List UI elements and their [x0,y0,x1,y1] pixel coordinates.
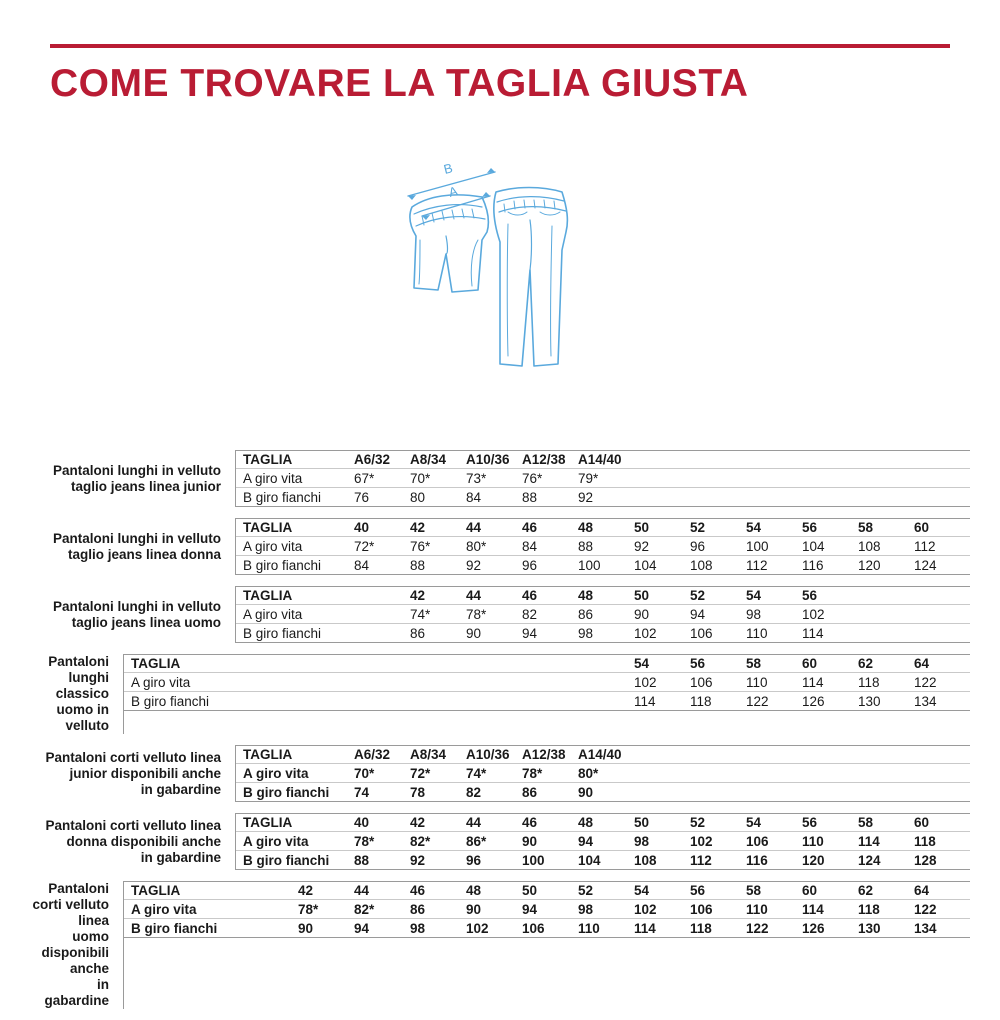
table-cell: 118 [914,833,936,849]
table-cell: 44 [354,883,370,898]
block-label [30,813,235,870]
block-label [30,450,235,507]
table-cell: 60 [914,520,930,535]
row-label: TAGLIA [243,452,293,467]
table-cell: 90 [522,833,538,849]
row-label: A giro vita [243,606,303,622]
table-cell: 100 [578,557,601,573]
table-cell: 114 [634,920,656,936]
row-label: A giro vita [243,470,303,486]
table-cell: 110 [746,674,768,690]
size-block [30,586,970,643]
table-row [236,586,970,605]
table-cell: A10/36 [466,747,510,762]
block-table [235,518,970,575]
table-cell: 84 [354,557,370,573]
table-cell: 56 [690,883,706,898]
table-cell: 90 [578,784,594,800]
table-cell: 120 [802,852,825,868]
table-row [236,783,970,802]
top-divider [50,44,950,48]
table-cell: 44 [466,815,482,830]
size-block [30,745,970,802]
table-cell: 102 [690,833,713,849]
row-label: A giro vita [131,901,197,917]
table-cell: 70* [354,765,375,781]
table-row [124,919,970,938]
table-cell: 94 [578,833,594,849]
table-cell: A6/32 [354,747,391,762]
table-cell: 102 [466,920,489,936]
table-cell: 54 [746,520,762,535]
table-cell: 90 [298,920,314,936]
table-cell: 116 [746,852,768,868]
table-cell: 100 [746,538,769,554]
table-cell: 58 [858,815,874,830]
table-cell: 98 [634,833,650,849]
table-cell: 78* [522,765,543,781]
table-cell: 60 [802,656,818,671]
table-row [124,673,970,692]
table-cell: 124 [858,852,881,868]
block-table [235,813,970,870]
table-cell: 80* [466,538,487,554]
row-label: TAGLIA [243,520,293,535]
table-cell: A14/40 [578,747,622,762]
table-cell: 122 [914,901,937,917]
row-label: B giro fianchi [243,489,322,505]
table-cell: 52 [690,815,706,830]
table-cell: 86 [578,606,594,622]
table-row [236,537,970,556]
table-cell: 88 [578,538,594,554]
table-cell: 50 [634,520,650,535]
size-tables [30,450,970,1020]
table-cell: 104 [802,538,825,554]
table-cell: 50 [634,815,650,830]
row-label: B giro fianchi [243,557,322,573]
table-cell: 56 [690,656,706,671]
block-label [30,654,123,734]
table-cell: A12/38 [522,747,566,762]
row-label: A giro vita [131,674,191,690]
table-cell: 108 [690,557,713,573]
row-label: TAGLIA [243,815,293,830]
table-row [124,654,970,673]
block-table [123,654,970,734]
table-cell: 92 [466,557,482,573]
table-cell: 112 [690,852,712,868]
table-row [236,469,970,488]
table-cell: 118 [690,693,712,709]
table-cell: 92 [634,538,650,554]
table-cell: 92 [578,489,594,505]
table-cell: 56 [802,588,818,603]
table-cell: 48 [578,815,594,830]
table-cell: 102 [802,606,825,622]
table-cell: 110 [578,920,600,936]
block-table [235,450,970,507]
table-cell: 52 [578,883,594,898]
block-table [235,586,970,643]
table-cell: 126 [802,920,825,936]
table-row [236,813,970,832]
table-cell: 92 [410,852,426,868]
table-cell: 102 [634,674,657,690]
table-cell: 58 [858,520,874,535]
block-label-line: donna disponibili anche [66,833,221,849]
block-label-line: Pantaloni corti velluto linea [45,749,221,765]
table-cell: 44 [466,520,482,535]
block-label-line: taglio jeans linea junior [70,478,221,494]
row-label: B giro fianchi [243,852,330,868]
table-cell: 98 [746,606,762,622]
block-label [30,518,235,575]
table-cell: 74 [354,784,370,800]
table-cell: 62 [858,883,874,898]
row-label: A giro vita [243,538,303,554]
table-cell: 58 [746,883,762,898]
block-label-line: taglio jeans linea uomo [71,614,221,630]
table-cell: 42 [298,883,314,898]
table-cell: 96 [690,538,706,554]
block-label-line: Pantaloni lunghi in velluto [53,462,221,478]
table-cell: A6/32 [354,452,391,467]
table-cell: 46 [522,815,538,830]
table-cell: 56 [802,520,818,535]
table-cell: 50 [634,588,650,603]
block-table [235,745,970,802]
table-cell: 134 [914,920,937,936]
size-block [30,518,970,575]
block-label-line: Pantaloni lunghi classico [48,654,109,701]
row-label: B giro fianchi [243,784,330,800]
table-cell: 40 [354,520,370,535]
block-label-line: uomo in velluto [56,702,109,733]
row-label: TAGLIA [243,747,293,762]
table-cell: 88 [354,852,370,868]
block-label [30,586,235,643]
svg-text:A: A [447,183,460,200]
table-row [124,900,970,919]
size-block [30,654,970,734]
table-cell: 79* [578,470,599,486]
table-cell: 90 [466,625,482,641]
table-cell: 52 [690,520,706,535]
table-cell: 122 [746,920,769,936]
table-cell: 102 [634,901,657,917]
table-cell: 48 [466,883,482,898]
table-row [124,692,970,711]
table-cell: 94 [690,606,706,622]
table-cell: 102 [634,625,657,641]
block-label-line: Pantaloni lunghi in velluto [53,598,221,614]
table-cell: 78* [298,901,319,917]
table-cell: 100 [522,852,545,868]
table-cell: 90 [634,606,650,622]
table-cell: 94 [522,625,538,641]
table-cell: 42 [410,815,426,830]
table-cell: 54 [634,883,650,898]
table-cell: 114 [802,625,824,641]
table-cell: 42 [410,588,426,603]
table-cell: 54 [746,588,762,603]
table-cell: 134 [914,693,937,709]
table-cell: 86 [410,625,426,641]
table-row [236,745,970,764]
table-cell: 42 [410,520,426,535]
table-cell: 108 [634,852,657,868]
block-label-line: Pantaloni corti velluto linea [45,817,221,833]
table-cell: 106 [690,625,713,641]
table-cell: 78* [354,833,375,849]
size-block [30,813,970,870]
table-row [236,605,970,624]
table-row [236,518,970,537]
block-label-line: junior disponibili anche [69,765,221,781]
table-cell: 120 [858,557,881,573]
table-cell: 82* [354,901,375,917]
table-cell: 112 [746,557,768,573]
table-cell: 98 [578,625,594,641]
table-cell: 96 [466,852,482,868]
table-cell: 52 [690,588,706,603]
row-label: B giro fianchi [243,625,322,641]
table-cell: 76* [522,470,543,486]
table-cell: 96 [522,557,538,573]
table-cell: 72* [354,538,375,554]
table-cell: 86 [522,784,538,800]
table-cell: 88 [410,557,426,573]
table-cell: 82* [410,833,431,849]
table-cell: 56 [802,815,818,830]
table-cell: A12/38 [522,452,566,467]
table-cell: 76 [354,489,370,505]
size-block [30,450,970,507]
table-cell: 126 [802,693,825,709]
table-cell: 106 [746,833,769,849]
table-cell: 128 [914,852,937,868]
trousers-measure-diagram [390,150,640,400]
table-cell: 84 [522,538,538,554]
table-cell: 98 [578,901,594,917]
table-cell: 130 [858,693,881,709]
table-cell: 46 [522,588,538,603]
table-cell: 84 [466,489,482,505]
table-row [236,624,970,643]
table-row [236,832,970,851]
svg-text:B: B [442,160,455,177]
table-cell: 82 [466,784,482,800]
table-cell: A10/36 [466,452,510,467]
block-table [123,881,970,1009]
table-cell: 46 [522,520,538,535]
table-cell: 110 [746,901,768,917]
table-cell: 108 [858,538,881,554]
table-cell: 60 [802,883,818,898]
table-cell: 90 [466,901,482,917]
table-row [236,851,970,870]
table-row [236,450,970,469]
table-cell: 64 [914,883,930,898]
table-cell: A8/34 [410,747,447,762]
table-cell: 104 [634,557,657,573]
table-cell: 106 [522,920,545,936]
table-cell: 73* [466,470,487,486]
table-cell: 50 [522,883,538,898]
block-label [30,745,235,802]
table-cell: 122 [914,674,937,690]
row-label: B giro fianchi [131,693,210,709]
table-cell: 46 [410,883,426,898]
table-cell: 104 [578,852,601,868]
table-cell: 110 [802,833,824,849]
table-cell: 70* [410,470,431,486]
page-title: COME TROVARE LA TAGLIA GIUSTA [50,62,749,105]
row-label: TAGLIA [131,883,181,898]
block-label-line: in gabardine [140,781,221,797]
table-cell: 60 [914,815,930,830]
table-row [236,764,970,783]
table-cell: 54 [746,815,762,830]
table-cell: 88 [522,489,538,505]
table-cell: 48 [578,520,594,535]
table-cell: 78 [410,784,426,800]
block-label-line: Pantaloni lunghi in velluto [53,530,221,546]
table-cell: 54 [634,656,650,671]
table-cell: 114 [634,693,656,709]
block-label-line: taglio jeans linea donna [67,546,221,562]
table-cell: 86* [466,833,487,849]
table-cell: 98 [410,920,426,936]
table-cell: 48 [578,588,594,603]
table-row [236,488,970,507]
table-cell: 74* [410,606,431,622]
table-cell: 116 [802,557,824,573]
row-label: TAGLIA [131,656,181,671]
table-cell: 118 [690,920,712,936]
table-cell: 80 [410,489,426,505]
table-cell: 124 [914,557,937,573]
table-cell: A8/34 [410,452,447,467]
table-cell: 94 [354,920,370,936]
block-label-line: Pantaloni corti velluto linea [32,881,109,928]
block-label-line: uomo disponibili anche [41,929,109,976]
row-label: A giro vita [243,765,309,781]
table-cell: 40 [354,815,370,830]
table-cell: 112 [914,538,936,554]
table-cell: 80* [578,765,599,781]
block-label-line: in gabardine [140,849,221,865]
table-cell: 106 [690,674,713,690]
block-label [30,881,123,1009]
table-cell: 78* [466,606,487,622]
table-cell: 76* [410,538,431,554]
row-label: B giro fianchi [131,920,218,936]
table-cell: 62 [858,656,874,671]
table-cell: 82 [522,606,538,622]
table-cell: 114 [802,901,824,917]
table-cell: 86 [410,901,426,917]
table-row [236,556,970,575]
row-label: TAGLIA [243,588,293,603]
table-cell: 118 [858,901,880,917]
table-row [124,881,970,900]
table-cell: 110 [746,625,768,641]
table-cell: 74* [466,765,487,781]
table-cell: 118 [858,674,880,690]
table-cell: 106 [690,901,713,917]
table-cell: A14/40 [578,452,622,467]
table-cell: 44 [466,588,482,603]
table-cell: 130 [858,920,881,936]
table-cell: 114 [802,674,824,690]
table-cell: 94 [522,901,538,917]
table-cell: 72* [410,765,431,781]
table-cell: 64 [914,656,930,671]
size-block [30,881,970,1009]
block-label-line: in gabardine [44,977,109,1008]
table-cell: 58 [746,656,762,671]
table-cell: 122 [746,693,769,709]
table-cell: 67* [354,470,375,486]
table-cell: 114 [858,833,880,849]
row-label: A giro vita [243,833,309,849]
